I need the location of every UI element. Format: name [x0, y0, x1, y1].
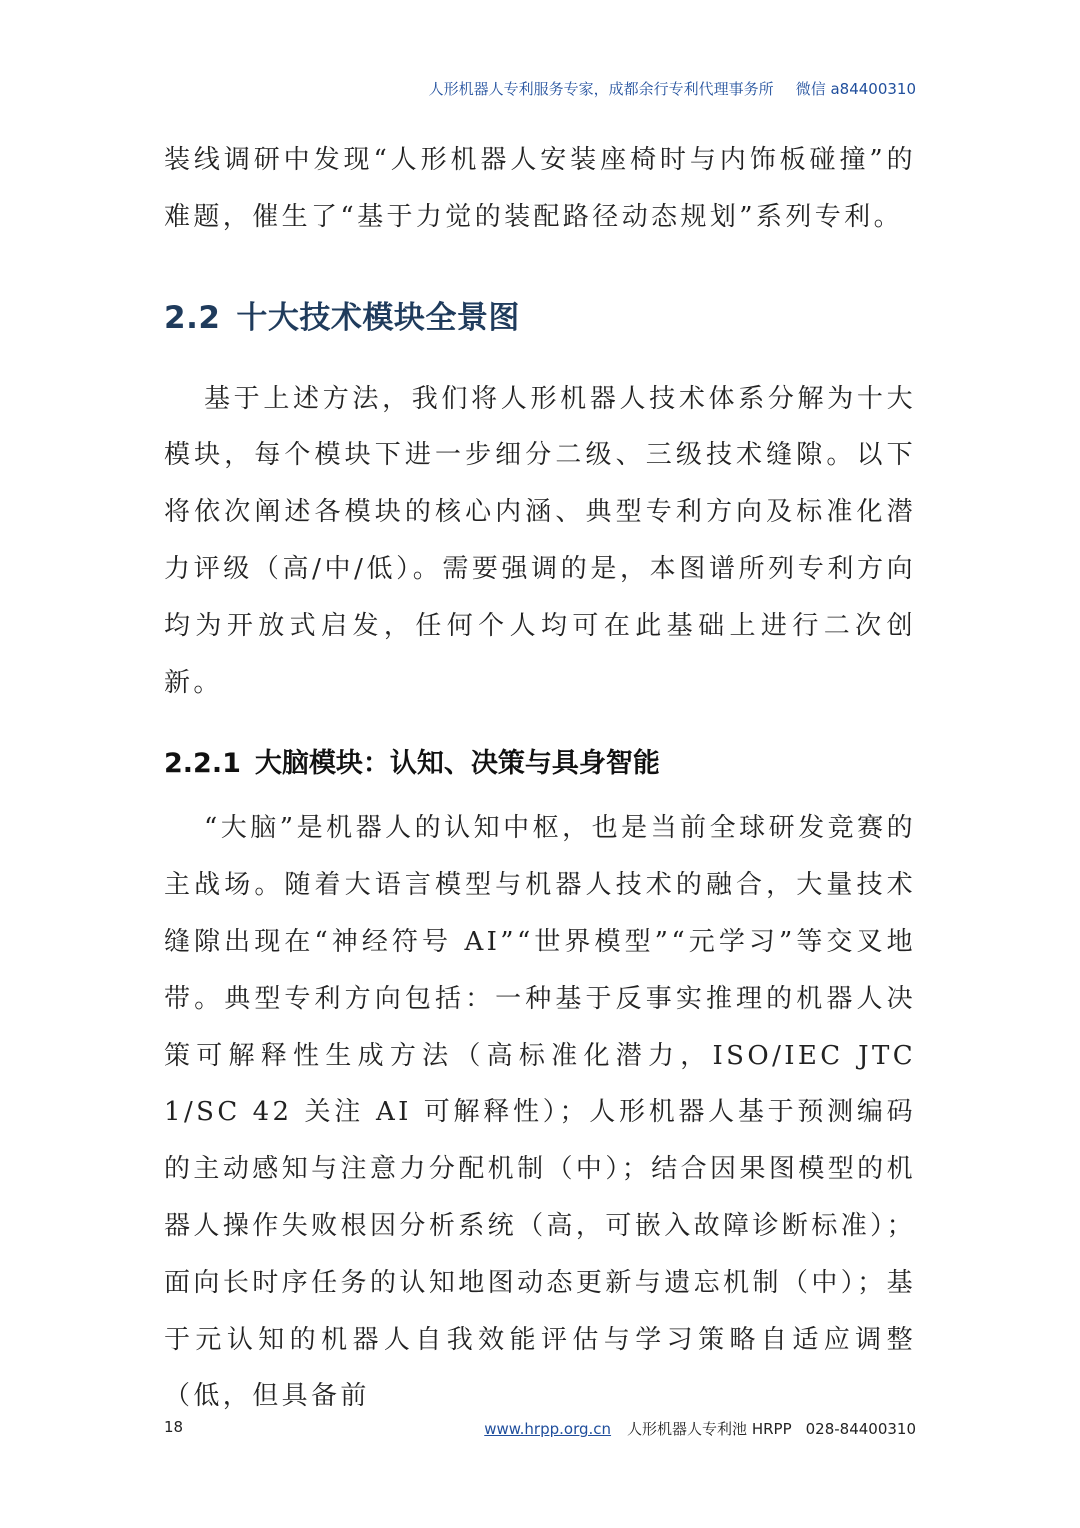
header-title: 人形机器人专利服务专家，成都余行专利代理事务所: [428, 80, 774, 98]
page-number: 18: [164, 1418, 184, 1436]
section-heading-2-2: [164, 292, 916, 337]
section-number: 2.2: [164, 299, 221, 336]
subsection-number: 2.2.1: [164, 748, 241, 780]
footer-pool-name: 人形机器人专利池 HRPP: [627, 1420, 792, 1438]
footer-info: [484, 1418, 916, 1439]
page-header: [429, 78, 916, 99]
footer-phone: 028-84400310: [805, 1420, 916, 1438]
subsection-heading-2-2-1: [164, 741, 916, 780]
section-title: 十大技术模块全景图: [236, 299, 520, 336]
paragraph-method: 基于上述方法，我们将人形机器人技术体系分解为十大模块，每个模块下进一步细分二级、三级技术缝隙。以下将依次阐述各模块的核心内涵、典型专利方向及标准化潜力评级（高/中/低）。需要强调的是，本图谱所列专利方向均为开放式启发，任何个人均可在此基础上进行二次创新。: [164, 383, 916, 698]
paragraph-continuation: 装线调研中发现“人形机器人安装座椅时与内饰板碰撞”的难题，催生了“基于力觉的装配路径动态规划”系列专利。: [164, 145, 916, 232]
page-content: [164, 132, 916, 1425]
subsection-title: 大脑模块：认知、决策与具身智能: [254, 748, 660, 780]
paragraph-brain-module: “大脑”是机器人的认知中枢，也是当前全球研发竞赛的主战场。随着大语言模型与机器人技术的融合，大量技术缝隙出现在“神经符号 AI”“世界模型”“元学习”等交叉地带。典型专利方向包括：一种基于反事实推理的机器人决策可解释性生成方法（高标准化潜力，ISO/IEC JTC 1/SC 42 关注 AI 可解释性）；人形机器人基于预测编码的主动感知与注意力分配机制（中）；结合因果图模型的机器人操作失败根因分析系统（高，可嵌入故障诊断标准）；面向长时序任务的认知地图动态更新与遗忘机制（中）；基于元认知的机器人自我效能评估与学习策略自适应调整（低，但具备前: [164, 813, 916, 1412]
footer-website-link[interactable]: www.hrpp.org.cn: [484, 1420, 612, 1438]
header-wechat: 微信 a84400310: [795, 80, 916, 98]
